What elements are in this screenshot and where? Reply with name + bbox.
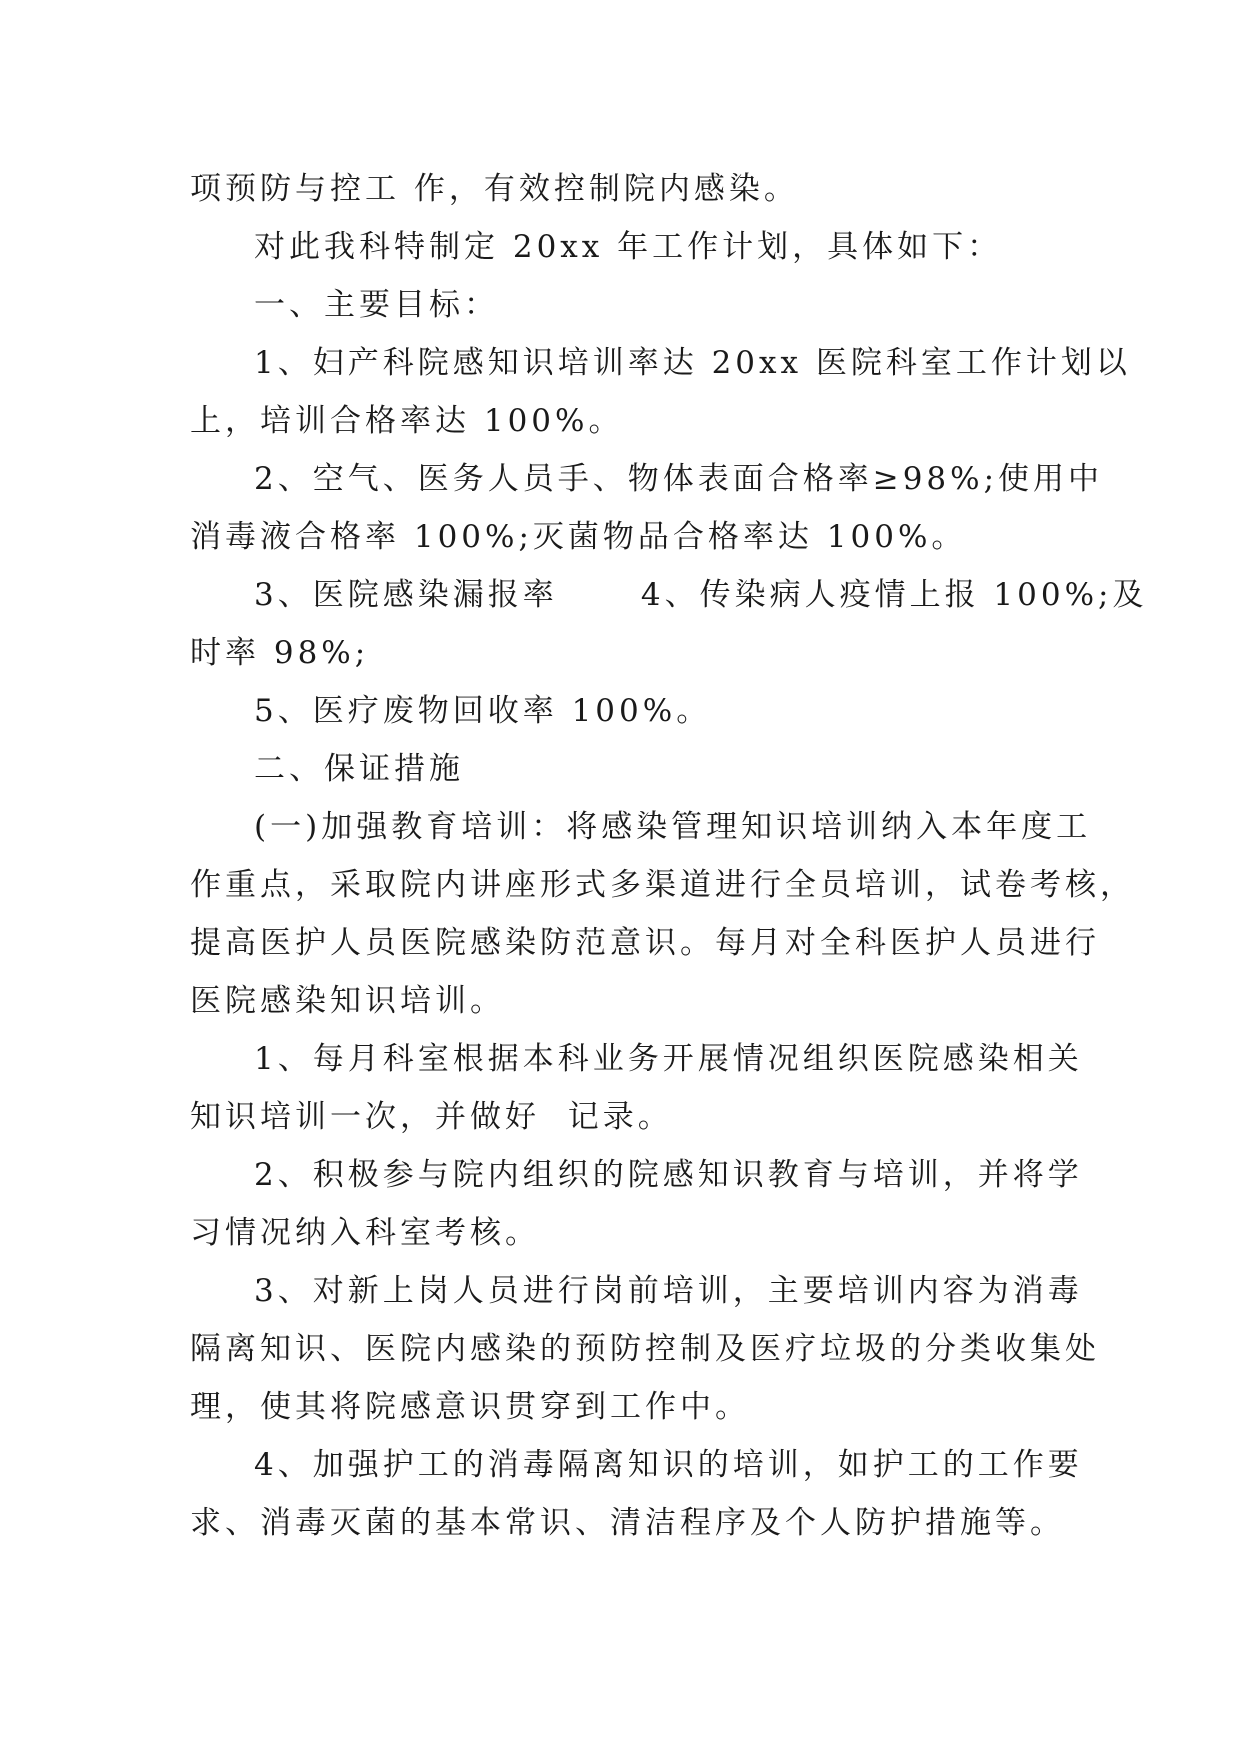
text-line: 项预防与控工 作，有效控制院内感染。 <box>190 171 799 207</box>
text-line: 1、每月科室根据本科业务开展情况组织医院感染相关 <box>254 1041 1083 1077</box>
text-line: 5、医疗废物回收率 100%。 <box>254 693 712 729</box>
text-line: 3、医院感染漏报率 4、传染病人疫情上报 100%;及 <box>254 577 1148 613</box>
text-line: 知识培训一次，并做好 记录。 <box>190 1099 673 1135</box>
document-body <box>190 160 1148 1552</box>
text-line: 2、积极参与院内组织的院感知识教育与培训，并将学 <box>254 1157 1083 1193</box>
text-line: 2、空气、医务人员手、物体表面合格率≥98%;使用中 <box>254 461 1104 497</box>
text-line: 理，使其将院感意识贯穿到工作中。 <box>190 1389 750 1425</box>
section-heading: 二、保证措施 <box>254 751 464 787</box>
text-line: 隔离知识、医院内感染的预防控制及医疗垃圾的分类收集处 <box>190 1331 1100 1367</box>
text-line: 提高医护人员医院感染防范意识。每月对全科医护人员进行 <box>190 925 1100 961</box>
text-line: 1、妇产科院感知识培训率达 20xx 医院科室工作计划以 <box>254 345 1131 381</box>
text-line: (一)加强教育培训：将感染管理知识培训纳入本年度工 <box>254 809 1092 845</box>
section-heading: 一、主要目标： <box>254 287 499 323</box>
text-line: 时率 98%; <box>190 635 370 671</box>
text-line: 对此我科特制定 20xx 年工作计划，具体如下： <box>254 229 1003 265</box>
text-line: 习情况纳入科室考核。 <box>190 1215 540 1251</box>
text-line: 作重点，采取院内讲座形式多渠道进行全员培训，试卷考核， <box>190 867 1135 903</box>
text-line: 上，培训合格率达 100%。 <box>190 403 624 439</box>
text-line: 3、对新上岗人员进行岗前培训，主要培训内容为消毒 <box>254 1273 1083 1309</box>
text-line: 4、加强护工的消毒隔离知识的培训，如护工的工作要 <box>254 1447 1083 1483</box>
text-line: 消毒液合格率 100%;灭菌物品合格率达 100%。 <box>190 519 967 555</box>
text-line: 医院感染知识培训。 <box>190 983 505 1019</box>
text-line: 求、消毒灭菌的基本常识、清洁程序及个人防护措施等。 <box>190 1505 1065 1541</box>
